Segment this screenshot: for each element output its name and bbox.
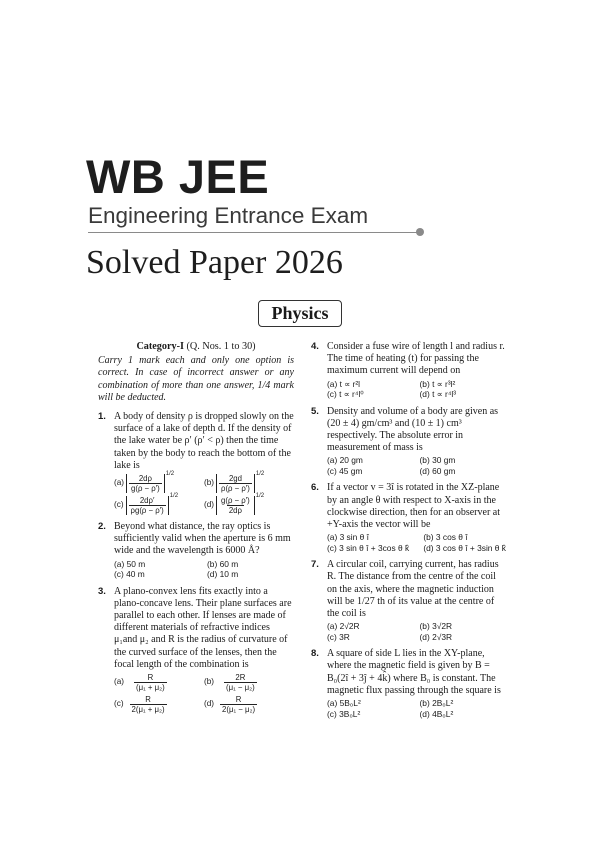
left-column bbox=[98, 341, 294, 720]
option-exponent: 1/2 bbox=[165, 471, 175, 478]
option-fraction bbox=[134, 673, 167, 692]
option-bracket bbox=[126, 474, 165, 493]
option-label: (c) bbox=[114, 500, 124, 510]
question-5 bbox=[311, 406, 506, 477]
option-c: (c) 3R bbox=[327, 631, 350, 642]
option-d bbox=[204, 493, 294, 516]
option-exponent: 1/2 bbox=[169, 493, 179, 500]
option-a: (a) 20 gm bbox=[327, 455, 363, 466]
options bbox=[327, 698, 506, 719]
question-number: 7. bbox=[311, 559, 319, 571]
option-label: (c) bbox=[114, 699, 124, 709]
option-label: (a) bbox=[114, 677, 125, 687]
question-4 bbox=[311, 341, 506, 400]
option-d: (d) 60 gm bbox=[419, 465, 456, 476]
question-text: Beyond what distance, the ray optics is sufficiently valid when the aperture is 6 mm wide and the wavelength is 6000 Å? bbox=[114, 521, 291, 557]
option-fraction bbox=[219, 474, 252, 493]
option-fraction bbox=[129, 496, 166, 515]
question-text: Consider a fuse wire of length l and radius r. The time of heating (t) for passing the maximum current will depend on bbox=[327, 341, 505, 377]
fraction-denominator: 2(μ₁ + μ₂) bbox=[131, 705, 165, 715]
option-a bbox=[114, 673, 204, 692]
subject-badge: Physics bbox=[258, 300, 342, 327]
options bbox=[114, 559, 294, 580]
option-c: (c) 3 sin θ î + 3cos θ k̂ bbox=[327, 542, 410, 553]
category-range: (Q. Nos. 1 to 30) bbox=[186, 341, 256, 352]
options bbox=[327, 379, 506, 400]
option-b: (b) t ∝ r³l² bbox=[419, 378, 456, 389]
option-d: (d) 10 m bbox=[207, 569, 239, 580]
option-d: (d) t ∝ r⁴l³ bbox=[419, 389, 457, 400]
fraction-denominator: ρg(ρ − ρ′) bbox=[130, 506, 164, 516]
option-a bbox=[114, 471, 204, 494]
option-fraction bbox=[219, 496, 252, 515]
option-b: (b) 3 cos θ î bbox=[423, 532, 468, 543]
fraction-denominator: 2dρ bbox=[228, 506, 242, 516]
option-c bbox=[114, 493, 204, 516]
fraction-denominator: ρ(ρ − ρ′) bbox=[221, 484, 250, 494]
title-rule bbox=[88, 232, 420, 233]
question-text: A circular coil, carrying current, has radius R. The distance from the centre of the coil on the axis, where the magnetic induction will be 1/27 th of its value at the centre of the coil is bbox=[327, 559, 499, 620]
question-7 bbox=[311, 559, 506, 642]
option-b bbox=[204, 673, 294, 692]
option-bracket bbox=[216, 474, 255, 493]
option-c: (c) 3B₀L² bbox=[327, 708, 361, 719]
paper-title: Solved Paper 2026 bbox=[86, 244, 343, 281]
fraction-numerator: 2gd bbox=[228, 474, 242, 484]
options bbox=[327, 532, 506, 553]
fraction-numerator: 2R bbox=[235, 673, 246, 683]
question-text: If a vector v = 3î is rotated in the XZ-plane by an angle θ with respect to X-axis in the clockwise direction, then for an observer at +Y-axis the vector will be bbox=[327, 482, 500, 531]
option-a: (a) 2√2R bbox=[327, 621, 360, 632]
question-text: A plano-convex lens fits exactly into a plano-concave lens. Their plane surfaces are parallel to each other. If lenses are made of different materials of refractive indices μ₁and μ₂ and R is the radius of curvature of the curved surface of the lenses, then the focal length of the combination is bbox=[114, 585, 292, 670]
option-fraction bbox=[224, 673, 257, 692]
option-a: (a) 5B₀L² bbox=[327, 698, 361, 709]
option-b: (b) 60 m bbox=[207, 558, 239, 569]
options bbox=[327, 455, 506, 476]
option-bracket bbox=[216, 496, 255, 515]
option-label: (b) bbox=[204, 677, 215, 687]
category-heading bbox=[98, 341, 294, 353]
question-number: 1. bbox=[98, 411, 106, 423]
fraction-numerator: R bbox=[147, 673, 154, 683]
question-number: 3. bbox=[98, 585, 106, 597]
fraction-denominator: 2(μ₁ − μ₂) bbox=[222, 705, 256, 715]
option-label: (a) bbox=[114, 478, 125, 488]
option-fraction bbox=[130, 695, 167, 714]
options bbox=[114, 471, 294, 516]
fraction-denominator: g(ρ − ρ′) bbox=[131, 484, 160, 494]
fraction-numerator: 2dρ′ bbox=[139, 496, 155, 506]
question-number: 2. bbox=[98, 521, 106, 533]
option-b: (b) 3√2R bbox=[419, 621, 453, 632]
fraction-denominator: (μ₁ + μ₂) bbox=[136, 683, 165, 693]
option-d: (d) 4B₀L² bbox=[419, 708, 454, 719]
option-c: (c) 40 m bbox=[114, 569, 145, 580]
question-number: 4. bbox=[311, 341, 319, 352]
option-a: (a) 3 sin θ î bbox=[327, 532, 369, 543]
title-rule-dot bbox=[416, 228, 424, 236]
option-b bbox=[204, 471, 294, 494]
option-b: (b) 30 gm bbox=[419, 455, 456, 466]
option-bracket bbox=[126, 496, 169, 515]
options bbox=[327, 621, 506, 642]
right-column bbox=[311, 341, 506, 725]
question-number: 5. bbox=[311, 405, 319, 417]
option-fraction bbox=[129, 474, 162, 493]
marking-instructions: Carry 1 mark each and only one option is correct. In case of incorrect answer or any combination of more than one answer, 1/4 mark will be deducted. bbox=[98, 355, 294, 403]
option-a: (a) t ∝ r²l bbox=[327, 378, 360, 389]
question-number: 6. bbox=[311, 482, 319, 494]
question-number: 8. bbox=[311, 648, 319, 660]
option-d: (d) 3 cos θ î + 3sin θ k̂ bbox=[423, 542, 506, 553]
option-c: (c) 45 gm bbox=[327, 465, 363, 476]
option-c: (c) t ∝ r⁴l⁰ bbox=[327, 389, 364, 400]
fraction-numerator: R bbox=[235, 695, 242, 705]
fraction-denominator: (μ₁ − μ₂) bbox=[226, 683, 255, 693]
question-6 bbox=[311, 482, 506, 553]
fraction-numerator: R bbox=[145, 695, 151, 705]
book-subtitle: Engineering Entrance Exam bbox=[88, 203, 369, 228]
question-3 bbox=[98, 586, 294, 714]
option-fraction bbox=[220, 695, 257, 714]
question-1 bbox=[98, 411, 294, 515]
category-label: Category-I bbox=[136, 341, 184, 352]
options bbox=[114, 673, 294, 714]
book-title: WB JEE bbox=[86, 150, 270, 203]
option-label: (d) bbox=[204, 500, 215, 510]
question-2 bbox=[98, 521, 294, 580]
fraction-numerator: g(ρ − ρ′) bbox=[221, 496, 250, 506]
question-text: A body of density ρ is dropped slowly on the surface of a lake of depth d. If the density of the lake water be ρ′ (ρ′ < ρ) then the time taken by the body to reach the bottom of the lake is bbox=[114, 411, 294, 471]
question-8 bbox=[311, 648, 506, 719]
question-text: Density and volume of a body are given as (20 ± 4) gm/cm³ and (10 ± 1) cm³ respectively. The absolute error in measurement of mass is bbox=[327, 405, 499, 454]
question-text: A square of side L lies in the XY-plane, where the magnetic field is given by B = B₀(2î + 3ĵ + 4k̂) where B₀ is constant. The magnetic flux passing through the square is bbox=[327, 648, 501, 696]
option-exponent: 1/2 bbox=[255, 471, 265, 478]
option-d: (d) 2√3R bbox=[419, 631, 453, 642]
option-c bbox=[114, 695, 204, 714]
option-d bbox=[204, 695, 294, 714]
option-b: (b) 2B₀L² bbox=[419, 698, 454, 709]
fraction-numerator: 2dρ bbox=[138, 474, 152, 484]
option-a: (a) 50 m bbox=[114, 558, 146, 569]
option-exponent: 1/2 bbox=[255, 493, 265, 500]
option-label: (d) bbox=[204, 699, 215, 709]
option-label: (b) bbox=[204, 478, 215, 488]
